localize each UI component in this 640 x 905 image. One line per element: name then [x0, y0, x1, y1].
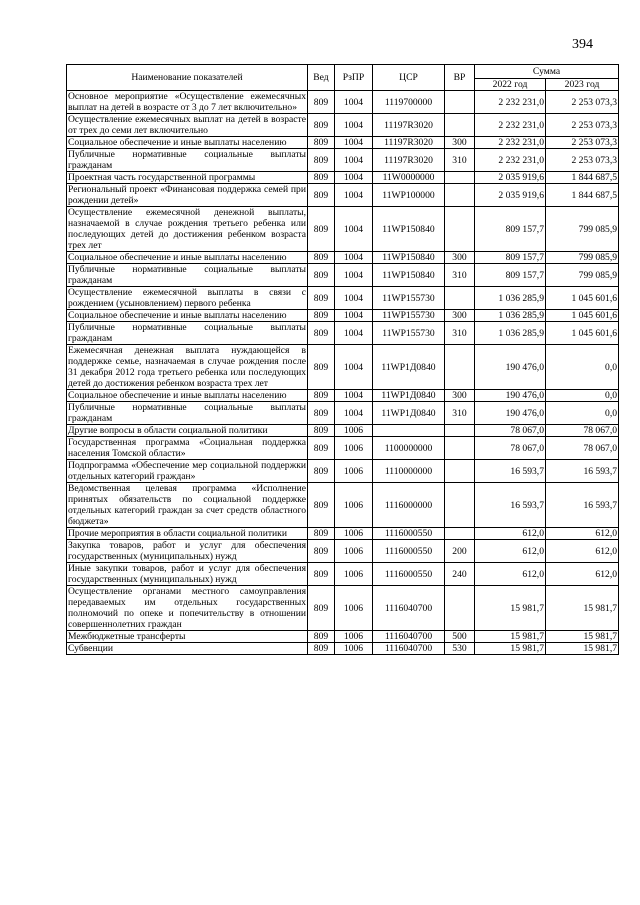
row-csr: 1116000550 — [373, 563, 445, 586]
row-ved: 809 — [308, 540, 335, 563]
row-vr: 300 — [445, 390, 475, 402]
row-ved: 809 — [308, 402, 335, 425]
row-sum-2022: 1 036 285,9 — [475, 310, 546, 322]
table-row — [67, 287, 619, 310]
row-csr: 1116000550 — [373, 528, 445, 540]
table-row — [67, 252, 619, 264]
row-sum-2023: 0,0 — [546, 402, 619, 425]
row-rzpr: 1004 — [335, 264, 373, 287]
table-row — [67, 264, 619, 287]
row-sum-2022: 809 157,7 — [475, 264, 546, 287]
row-ved: 809 — [308, 207, 335, 252]
row-csr: 1116040700 — [373, 631, 445, 643]
row-name: Региональный проект «Финансовая поддержка семей при рождении детей» — [68, 184, 306, 206]
row-sum-2022: 1 036 285,9 — [475, 287, 546, 310]
row-vr — [445, 460, 475, 483]
table-row — [67, 643, 619, 655]
row-ved: 809 — [308, 345, 335, 390]
row-sum-2023: 15 981,7 — [546, 586, 619, 631]
row-sum-2022: 2 232 231,0 — [475, 149, 546, 172]
row-name: Публичные нормативные социальные выплаты гражданам — [68, 402, 306, 424]
row-ved: 809 — [308, 310, 335, 322]
row-sum-2022: 16 593,7 — [475, 483, 546, 528]
row-rzpr: 1004 — [335, 114, 373, 137]
row-sum-2022: 16 593,7 — [475, 460, 546, 483]
row-vr — [445, 483, 475, 528]
row-ved: 809 — [308, 264, 335, 287]
row-vr: 240 — [445, 563, 475, 586]
row-sum-2023: 15 981,7 — [546, 643, 619, 655]
row-vr: 310 — [445, 402, 475, 425]
row-rzpr: 1004 — [335, 345, 373, 390]
row-rzpr: 1004 — [335, 402, 373, 425]
row-rzpr: 1006 — [335, 460, 373, 483]
row-sum-2022: 15 981,7 — [475, 586, 546, 631]
header-name: Наименование показателей — [67, 65, 308, 91]
row-vr: 200 — [445, 540, 475, 563]
row-sum-2022: 78 067,0 — [475, 437, 546, 460]
row-rzpr: 1004 — [335, 91, 373, 114]
row-vr: 300 — [445, 137, 475, 149]
row-vr — [445, 184, 475, 207]
row-sum-2023: 2 253 073,3 — [546, 137, 619, 149]
row-vr — [445, 207, 475, 252]
row-sum-2023: 0,0 — [546, 345, 619, 390]
row-csr: 11WP155730 — [373, 287, 445, 310]
row-csr: 11WP1Д0840 — [373, 390, 445, 402]
row-name: Закупка товаров, работ и услуг для обеспечения государственных (муниципальных) нужд — [68, 540, 306, 562]
row-csr: 11197R3020 — [373, 149, 445, 172]
row-sum-2022: 2 232 231,0 — [475, 114, 546, 137]
table-row — [67, 528, 619, 540]
row-rzpr: 1006 — [335, 528, 373, 540]
row-name: Другие вопросы в области социальной политики — [67, 425, 308, 437]
row-name: Публичные нормативные социальные выплаты гражданам — [68, 264, 306, 286]
row-rzpr: 1004 — [335, 252, 373, 264]
row-sum-2022: 2 232 231,0 — [475, 91, 546, 114]
row-name: Проектная часть государственной программы — [67, 172, 308, 184]
row-rzpr: 1006 — [335, 643, 373, 655]
row-sum-2023: 612,0 — [546, 528, 619, 540]
row-sum-2023: 0,0 — [546, 390, 619, 402]
row-rzpr: 1004 — [335, 149, 373, 172]
row-name: Ведомственная целевая программа «Исполнение принятых обязательств по социальной поддержке отдельных категорий граждан за счет средств областного бюджета» — [68, 483, 306, 527]
row-csr: 11WP150840 — [373, 252, 445, 264]
row-rzpr: 1004 — [335, 287, 373, 310]
row-sum-2023: 78 067,0 — [546, 437, 619, 460]
table-row — [67, 586, 619, 631]
table-row — [67, 437, 619, 460]
row-csr: 1116000550 — [373, 540, 445, 563]
row-sum-2023: 612,0 — [546, 563, 619, 586]
header-csr: ЦСР — [373, 65, 445, 91]
row-csr: 11W0000000 — [373, 172, 445, 184]
table-row — [67, 137, 619, 149]
row-sum-2023: 799 085,9 — [546, 264, 619, 287]
row-ved: 809 — [308, 172, 335, 184]
header-rzpr: РзПР — [335, 65, 373, 91]
row-sum-2022: 1 036 285,9 — [475, 322, 546, 345]
row-ved: 809 — [308, 528, 335, 540]
row-sum-2022: 78 067,0 — [475, 425, 546, 437]
header-year-2023: 2023 год — [546, 79, 619, 91]
row-sum-2023: 2 253 073,3 — [546, 91, 619, 114]
row-rzpr: 1004 — [335, 137, 373, 149]
row-ved: 809 — [308, 483, 335, 528]
row-name: Социальное обеспечение и иные выплаты населению — [67, 310, 308, 322]
row-sum-2022: 190 476,0 — [475, 390, 546, 402]
row-sum-2022: 2 035 919,6 — [475, 172, 546, 184]
row-rzpr: 1006 — [335, 631, 373, 643]
row-sum-2022: 809 157,7 — [475, 207, 546, 252]
row-rzpr: 1006 — [335, 540, 373, 563]
row-sum-2022: 2 232 231,0 — [475, 137, 546, 149]
row-vr: 300 — [445, 252, 475, 264]
table-row — [67, 345, 619, 390]
row-rzpr: 1004 — [335, 390, 373, 402]
table-row — [67, 425, 619, 437]
row-csr: 1100000000 — [373, 437, 445, 460]
row-sum-2022: 612,0 — [475, 563, 546, 586]
table-row — [67, 310, 619, 322]
row-vr: 310 — [445, 264, 475, 287]
row-name: Социальное обеспечение и иные выплаты населению — [67, 390, 308, 402]
row-sum-2023: 78 067,0 — [546, 425, 619, 437]
row-csr: 11WP155730 — [373, 310, 445, 322]
row-rzpr: 1006 — [335, 425, 373, 437]
row-vr — [445, 172, 475, 184]
row-name: Осуществление ежемесячной денежной выплаты, назначаемой в случае рождения третьего ребенка или последующих детей до достижения ребенком возраста трех лет — [68, 207, 306, 251]
row-ved: 809 — [308, 586, 335, 631]
row-sum-2022: 15 981,7 — [475, 643, 546, 655]
header-year-2022: 2022 год — [475, 79, 546, 91]
row-sum-2023: 612,0 — [546, 540, 619, 563]
row-vr: 500 — [445, 631, 475, 643]
row-name: Прочие мероприятия в области социальной политики — [67, 528, 308, 540]
row-vr — [445, 528, 475, 540]
row-sum-2022: 190 476,0 — [475, 345, 546, 390]
row-ved: 809 — [308, 425, 335, 437]
row-name: Социальное обеспечение и иные выплаты населению — [67, 137, 308, 149]
table-row — [67, 114, 619, 137]
row-vr — [445, 287, 475, 310]
row-sum-2023: 16 593,7 — [546, 460, 619, 483]
row-name: Основное мероприятие «Осуществление ежемесячных выплат на детей в возрасте от 3 до 7 лет включительно» — [68, 91, 306, 113]
row-csr: 1116040700 — [373, 586, 445, 631]
row-ved: 809 — [308, 252, 335, 264]
row-csr: 1116040700 — [373, 643, 445, 655]
table-row — [67, 402, 619, 425]
row-csr: 11WP155730 — [373, 322, 445, 345]
row-name: Осуществление ежемесячных выплат на детей в возрасте от трех до семи лет включительно — [68, 114, 306, 136]
row-rzpr: 1004 — [335, 310, 373, 322]
header-ved: Вед — [308, 65, 335, 91]
row-sum-2023: 1 045 601,6 — [546, 287, 619, 310]
row-sum-2022: 2 035 919,6 — [475, 184, 546, 207]
row-sum-2023: 2 253 073,3 — [546, 114, 619, 137]
row-vr — [445, 345, 475, 390]
row-csr: 1119700000 — [373, 91, 445, 114]
row-vr: 530 — [445, 643, 475, 655]
row-rzpr: 1004 — [335, 207, 373, 252]
row-sum-2022: 612,0 — [475, 540, 546, 563]
row-vr — [445, 425, 475, 437]
row-sum-2023: 799 085,9 — [546, 207, 619, 252]
row-csr — [373, 425, 445, 437]
row-rzpr: 1006 — [335, 437, 373, 460]
table-row — [67, 563, 619, 586]
row-sum-2022: 612,0 — [475, 528, 546, 540]
row-csr: 1116000000 — [373, 483, 445, 528]
row-sum-2022: 15 981,7 — [475, 631, 546, 643]
row-vr — [445, 586, 475, 631]
row-vr — [445, 114, 475, 137]
row-csr: 11WP150840 — [373, 207, 445, 252]
row-rzpr: 1006 — [335, 586, 373, 631]
row-sum-2022: 190 476,0 — [475, 402, 546, 425]
row-ved: 809 — [308, 149, 335, 172]
row-csr: 1110000000 — [373, 460, 445, 483]
row-csr: 11197R3020 — [373, 137, 445, 149]
table-row — [67, 172, 619, 184]
row-rzpr: 1004 — [335, 184, 373, 207]
page-number: 394 — [572, 37, 593, 52]
row-name: Социальное обеспечение и иные выплаты населению — [67, 252, 308, 264]
row-sum-2022: 809 157,7 — [475, 252, 546, 264]
row-ved: 809 — [308, 643, 335, 655]
row-sum-2023: 1 045 601,6 — [546, 322, 619, 345]
row-ved: 809 — [308, 563, 335, 586]
table-row — [67, 184, 619, 207]
row-name: Публичные нормативные социальные выплаты гражданам — [68, 149, 306, 171]
row-rzpr: 1004 — [335, 172, 373, 184]
row-vr — [445, 91, 475, 114]
table-body — [67, 91, 619, 655]
table-row — [67, 540, 619, 563]
row-ved: 809 — [308, 322, 335, 345]
row-rzpr: 1006 — [335, 483, 373, 528]
row-vr: 310 — [445, 149, 475, 172]
row-ved: 809 — [308, 114, 335, 137]
budget-table — [66, 64, 619, 655]
table-row — [67, 149, 619, 172]
header-vr: ВР — [445, 65, 475, 91]
row-name: Подпрограмма «Обеспечение мер социальной поддержки отдельных категорий граждан» — [68, 460, 306, 482]
row-sum-2023: 799 085,9 — [546, 252, 619, 264]
table-row — [67, 483, 619, 528]
row-name: Межбюджетные трансферты — [67, 631, 308, 643]
row-ved: 809 — [308, 184, 335, 207]
row-ved: 809 — [308, 91, 335, 114]
row-name: Иные закупки товаров, работ и услуг для обеспечения государственных (муниципальных) нужд — [68, 563, 306, 585]
row-ved: 809 — [308, 631, 335, 643]
row-sum-2023: 16 593,7 — [546, 483, 619, 528]
row-name: Осуществление органами местного самоуправления передаваемых им отдельных государственных полномочий по опеке и попечительству в отношении совершеннолетних граждан — [68, 586, 306, 630]
row-ved: 809 — [308, 460, 335, 483]
row-csr: 11WP1Д0840 — [373, 402, 445, 425]
row-sum-2023: 1 045 601,6 — [546, 310, 619, 322]
table-row — [67, 390, 619, 402]
row-sum-2023: 2 253 073,3 — [546, 149, 619, 172]
table-row — [67, 631, 619, 643]
row-ved: 809 — [308, 390, 335, 402]
row-name: Публичные нормативные социальные выплаты гражданам — [68, 322, 306, 344]
header-sum: Сумма — [475, 65, 619, 79]
row-csr: 11197R3020 — [373, 114, 445, 137]
row-vr — [445, 437, 475, 460]
row-csr: 11WP150840 — [373, 264, 445, 287]
row-name: Субвенции — [67, 643, 308, 655]
table-row — [67, 91, 619, 114]
row-rzpr: 1006 — [335, 563, 373, 586]
row-name: Осуществление ежемесячной выплаты в связи с рождением (усыновлением) первого ребенка — [68, 287, 306, 309]
row-vr: 310 — [445, 322, 475, 345]
row-rzpr: 1004 — [335, 322, 373, 345]
row-csr: 11WP1Д0840 — [373, 345, 445, 390]
row-csr: 11WP100000 — [373, 184, 445, 207]
row-sum-2023: 1 844 687,5 — [546, 184, 619, 207]
row-sum-2023: 15 981,7 — [546, 631, 619, 643]
row-ved: 809 — [308, 437, 335, 460]
row-ved: 809 — [308, 137, 335, 149]
row-name: Государственная программа «Социальная поддержка населения Томской области» — [68, 437, 306, 459]
row-name: Ежемесячная денежная выплата нуждающейся в поддержке семье, назначаемая в случае рождения после 31 декабря 2012 года третьего ребенка или последующих детей до достижения ребенком возраста трех лет — [68, 345, 306, 389]
row-ved: 809 — [308, 287, 335, 310]
table-row — [67, 207, 619, 252]
row-sum-2023: 1 844 687,5 — [546, 172, 619, 184]
table-row — [67, 322, 619, 345]
table-row — [67, 460, 619, 483]
row-vr: 300 — [445, 310, 475, 322]
